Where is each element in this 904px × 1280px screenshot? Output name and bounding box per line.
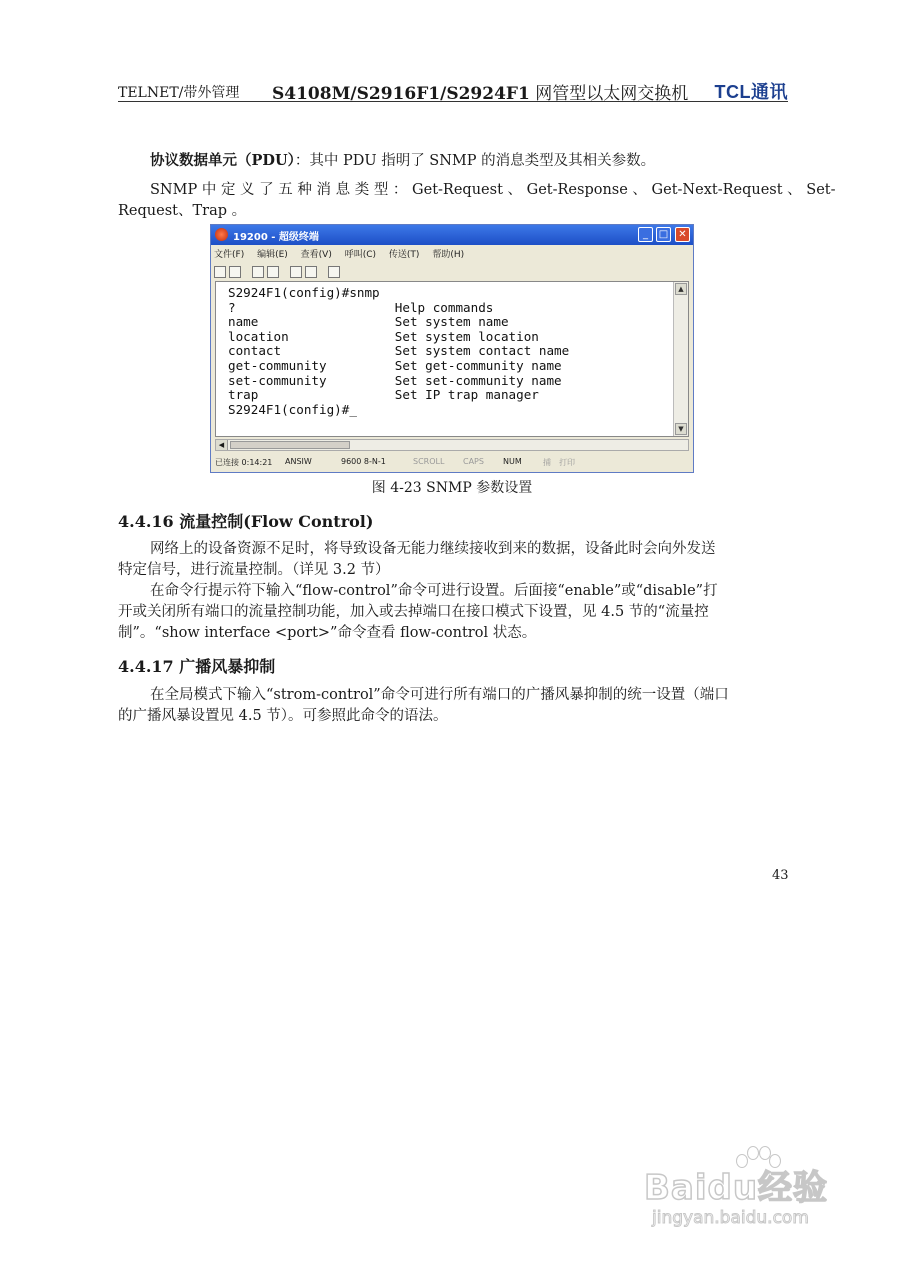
- pdu-label: 协议数据单元（PDU）: [150, 152, 295, 169]
- terminal-line: S2924F1(config)#snmp: [228, 285, 380, 300]
- horizontal-scrollbar[interactable]: [215, 439, 689, 451]
- status-emulation: ANSIW: [285, 457, 312, 466]
- status-port-settings: 9600 8-N-1: [341, 457, 386, 466]
- header-rule: [118, 101, 788, 102]
- properties-icon[interactable]: [328, 266, 340, 278]
- menu-view[interactable]: 查看(V): [300, 250, 332, 260]
- close-icon[interactable]: ✕: [675, 227, 690, 242]
- status-scroll: SCROLL: [413, 457, 445, 466]
- snmp-types-line1: SNMP 中 定 义 了 五 种 消 息 类 型 ： Get-Request 、 Get-Response 、 Get-Next-Request 、 Set-: [150, 182, 836, 198]
- terminal-line: contact Set system contact name: [228, 343, 570, 359]
- flow-p1-line1: 网络上的设备资源不足时，将导致设备无能力继续接收到来的数据，设备此时会向外发送: [150, 541, 716, 557]
- pdu-paragraph: [150, 150, 655, 172]
- figure-caption: 图 4-23 SNMP 参数设置: [371, 480, 533, 496]
- terminal-line: set-community Set set-community name: [228, 372, 562, 388]
- terminal-area[interactable]: [215, 281, 689, 437]
- terminal-output: [228, 286, 569, 417]
- page-header: [118, 78, 788, 102]
- status-caps: CAPS: [463, 457, 484, 466]
- terminal-line: trap Set IP trap manager: [228, 387, 539, 403]
- menu-file[interactable]: 文件(F): [214, 250, 245, 260]
- flow-p1-line2: 特定信号，进行流量控制。（详见 3.2 节）: [118, 562, 390, 578]
- section-heading-flow-control: 4.4.16 流量控制(Flow Control): [118, 512, 374, 531]
- watermark-brand: Baidu经验: [644, 1168, 829, 1208]
- flow-p2-line2: 开或关闭所有端口的流量控制功能，加入或去掉端口在接口模式下设置，见 4.5 节的“流量控: [118, 604, 709, 620]
- header-title-models: S4108M/S2916F1/S2924F1: [272, 84, 530, 104]
- header-title-desc: 网管型以太网交换机: [529, 84, 689, 104]
- storm-p1-line1: 在全局模式下输入“strom-control”命令可进行所有端口的广播风暴抑制的统一设置（端口: [150, 687, 729, 703]
- header-left-text: TELNET/带外管理: [118, 85, 240, 101]
- maximize-icon[interactable]: □: [656, 227, 671, 242]
- flow-p2-line1: 在命令行提示符下输入“flow-control”命令可进行设置。后面接“enable”或“disable”打: [150, 583, 718, 599]
- send-icon[interactable]: [290, 266, 302, 278]
- storm-p1-line2: 的广播风暴设置见 4.5 节）。可参照此命令的语法。: [118, 708, 448, 724]
- window-title: 19200 - 超级终端: [233, 232, 319, 243]
- status-bar: [213, 455, 691, 469]
- receive-icon[interactable]: [305, 266, 317, 278]
- status-connected: 已连接 0:14:21: [215, 458, 273, 467]
- terminal-line: location Set system location: [228, 328, 539, 344]
- terminal-line: name Set system name: [228, 314, 509, 330]
- new-icon[interactable]: [214, 266, 226, 278]
- scroll-thumb[interactable]: [230, 441, 350, 449]
- pdu-text: ：其中 PDU 指明了 SNMP 的消息类型及其相关参数。: [294, 153, 656, 169]
- window-toolbar: [214, 263, 343, 279]
- menu-edit[interactable]: 编辑(E): [257, 250, 288, 260]
- terminal-line: S2924F1(config)#_: [228, 401, 357, 417]
- minimize-icon[interactable]: _: [638, 227, 653, 242]
- scroll-down-icon[interactable]: ▼: [675, 423, 687, 435]
- baidu-watermark: [644, 1160, 854, 1250]
- tcl-logo: TCL通讯: [714, 82, 788, 102]
- connect-icon[interactable]: [252, 266, 264, 278]
- status-num: NUM: [503, 457, 522, 466]
- terminal-line: ? Help commands: [228, 299, 494, 315]
- status-print: 打印: [559, 458, 575, 467]
- watermark-url: jingyan.baidu.com: [652, 1208, 809, 1228]
- hyperterminal-window: [210, 224, 694, 473]
- disconnect-icon[interactable]: [267, 266, 279, 278]
- terminal-line: get-community Set get-community name: [228, 357, 562, 373]
- menu-help[interactable]: 帮助(H): [432, 250, 465, 260]
- open-icon[interactable]: [229, 266, 241, 278]
- window-menubar: [214, 247, 474, 261]
- section-heading-broadcast-storm: 4.4.17 广播风暴抑制: [118, 657, 276, 676]
- app-icon: [215, 228, 228, 241]
- window-titlebar: [211, 225, 693, 245]
- vertical-scrollbar[interactable]: [673, 282, 688, 436]
- scroll-up-icon[interactable]: ▲: [675, 283, 687, 295]
- status-capture: 捕: [543, 458, 551, 467]
- scroll-left-icon[interactable]: ◀: [216, 440, 228, 450]
- page-number: 43: [772, 868, 789, 883]
- snmp-types-line2: Request、Trap 。: [118, 203, 247, 219]
- menu-call[interactable]: 呼叫(C): [344, 250, 377, 260]
- menu-transfer[interactable]: 传送(T): [388, 250, 420, 260]
- flow-p2-line3: 制”。“show interface <port>”命令查看 flow-control 状态。: [118, 625, 537, 641]
